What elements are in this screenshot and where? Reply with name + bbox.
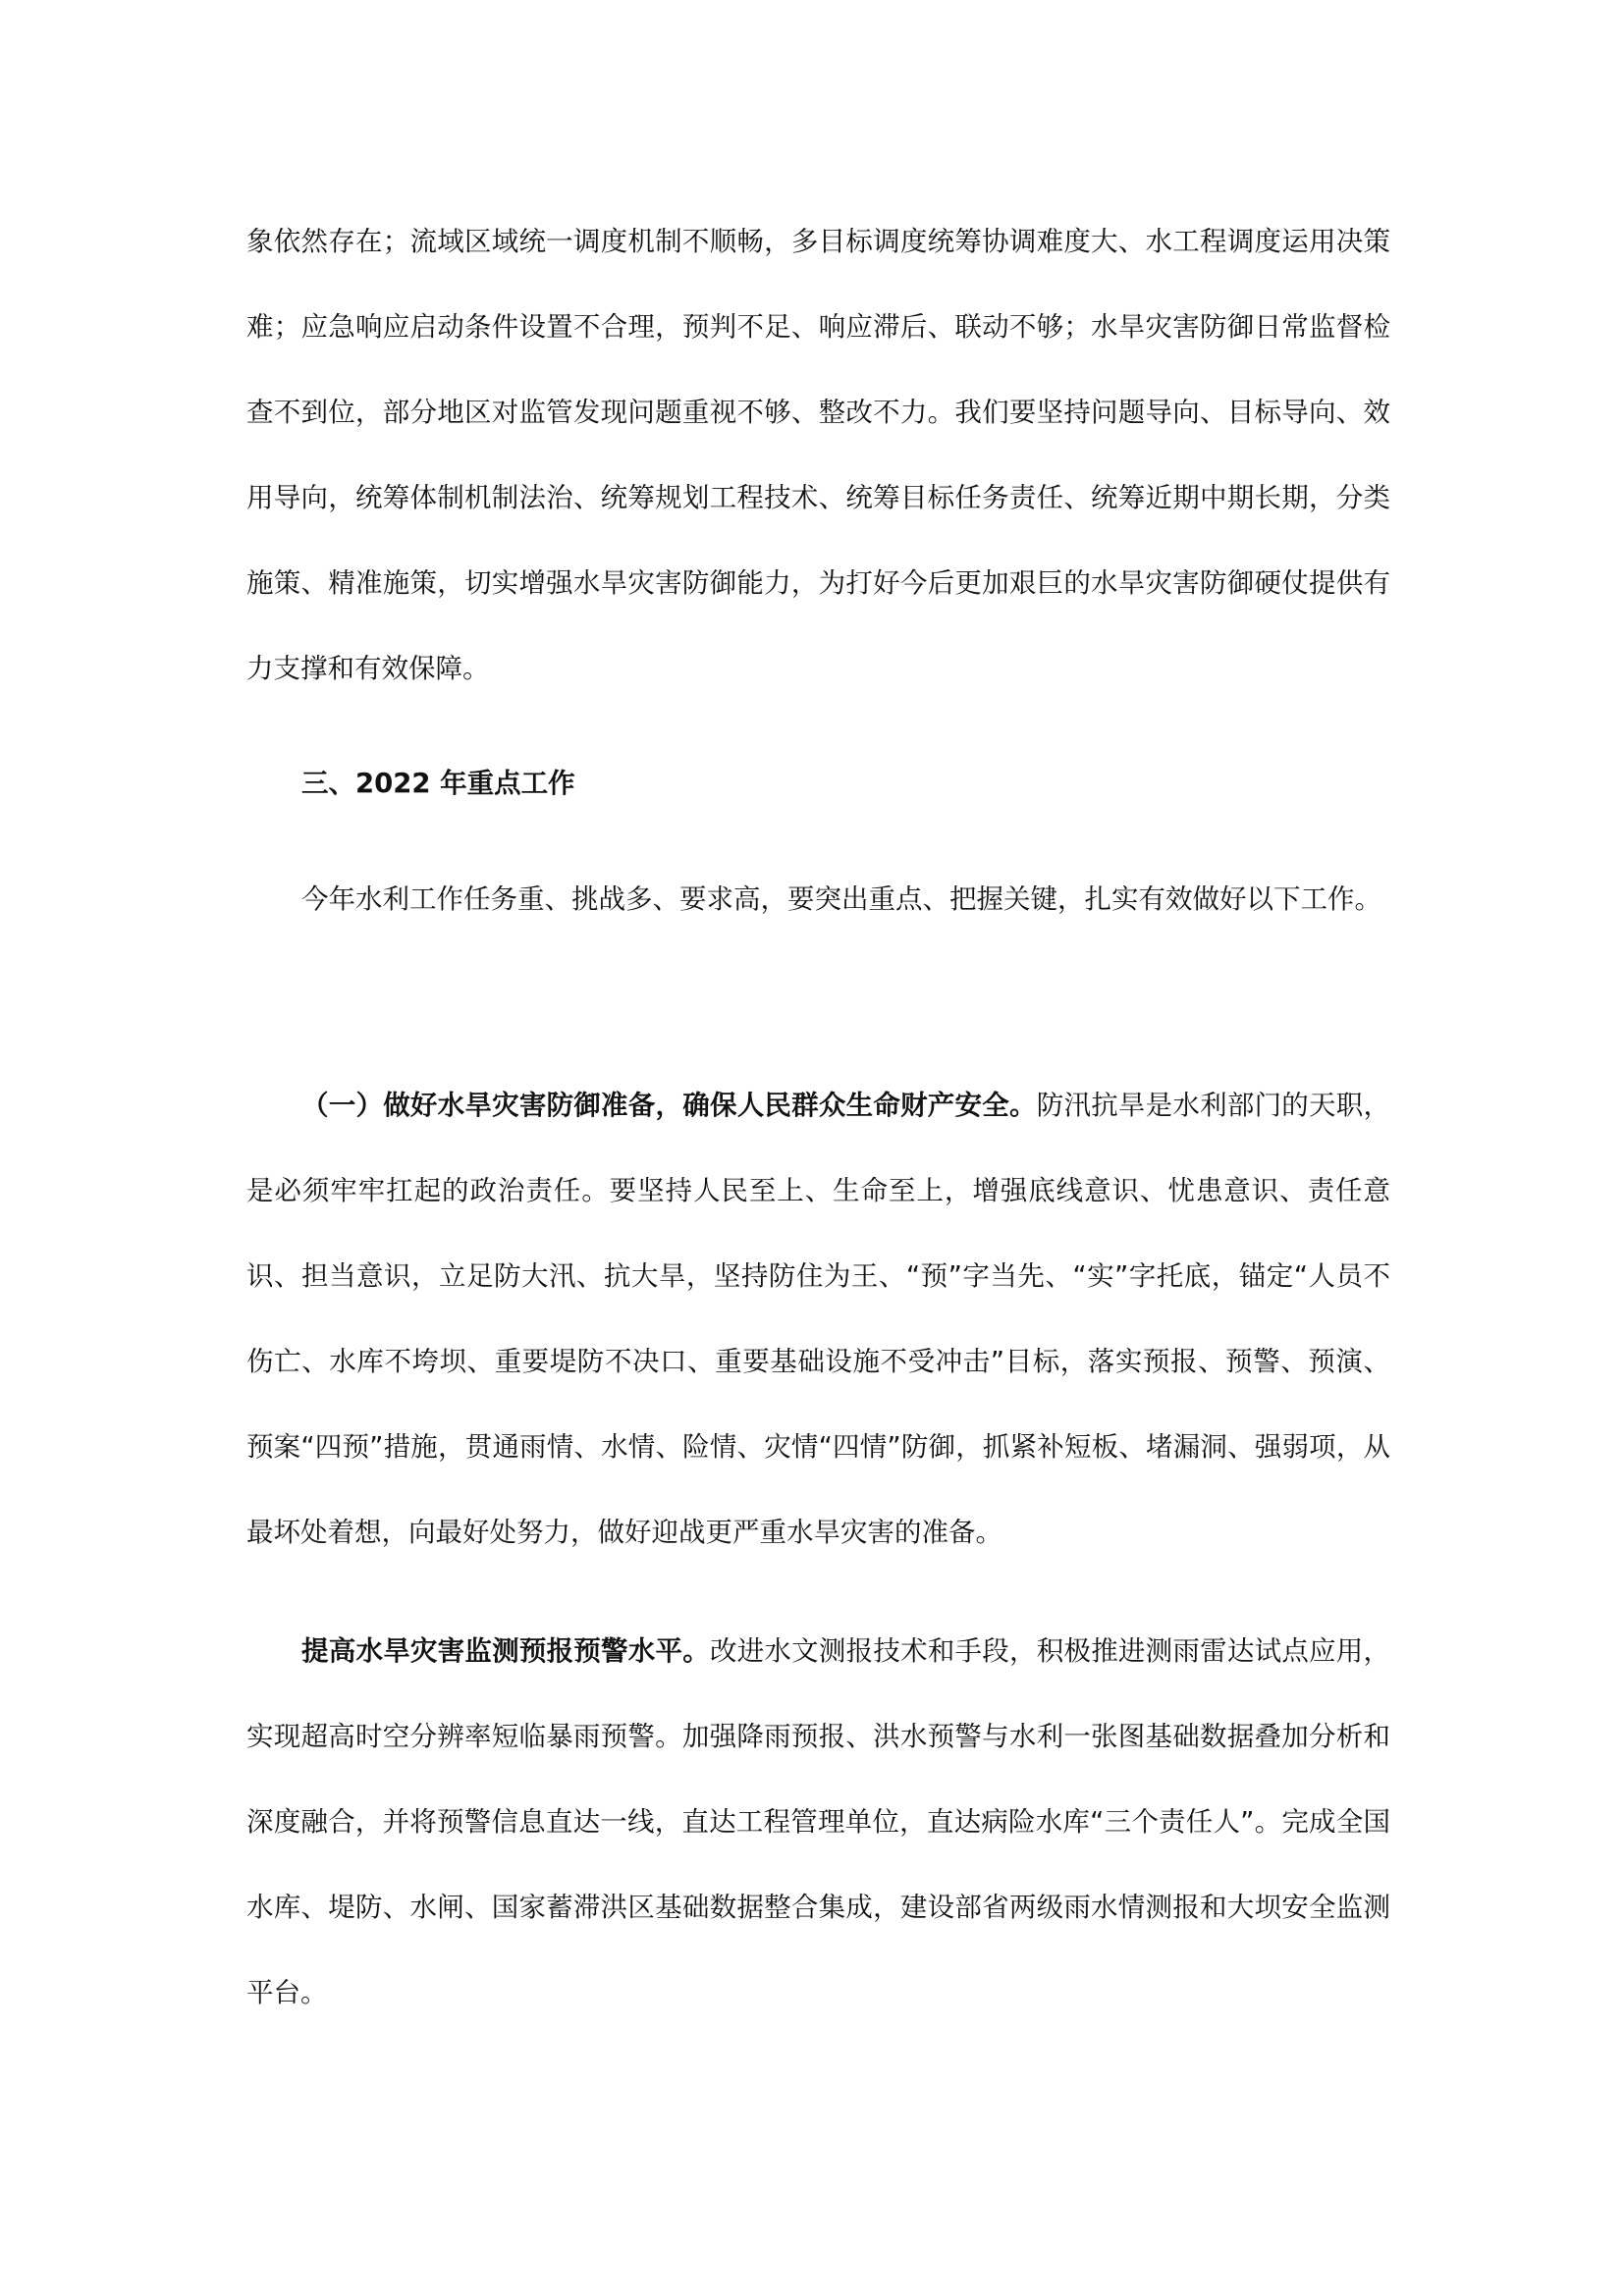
paragraph-continuation: 象依然存在；流域区域统一调度机制不顺畅，多目标调度统筹协调难度大、水工程调度运用决策难；应急响应启动条件设置不合理，预判不足、响应滞后、联动不够；水旱灾害防御日常监督检查不到位，部分地区对监管发现问题重视不够、整改不力。我们要坚持问题导向、目标导向、效用导向，统筹体制机制法治、统筹规划工程技术、统筹目标任务责任、统筹近期中期长期，分类施策、精准施策，切实增强水旱灾害防御能力，为打好今后更加艰巨的水旱灾害防御硬仗提供有力支撑和有效保障。 (246, 226, 1390, 684)
paragraph-body: 改进水文测报技术和手段，积极推进测雨雷达试点应用，实现超高时空分辨率短临暴雨预警。加强降雨预报、洪水预警与水利一张图基础数据叠加分析和深度融合，并将预警信息直达一线，直达工程管理单位，直达病险水库“三个责任人”。完成全国水库、堤防、水闸、国家蓄滞洪区基础数据整合集成，建设部省两级雨水情测报和大坝安全监测平台。 (246, 1635, 1391, 2008)
paragraph-intro: 今年水利工作任务重、挑战多、要求高，要突出重点、把握关键，扎实有效做好以下工作。 (301, 883, 1381, 915)
section-heading: 三、2022 年重点工作 (301, 768, 575, 799)
paragraph-lead-bold: （一）做好水旱灾害防御准备，确保人民群众生命财产安全。 (301, 1090, 1037, 1121)
paragraph-body: 防汛抗旱是水利部门的天职，是必须牢牢扛起的政治责任。要坚持人民至上、生命至上，增强底线意识、忧患意识、责任意识、担当意识，立足防大汛、抗大旱，坚持防住为王、“预”字当先、“实”字托底，锚定“人员不伤亡、水库不垮坝、重要堤防不决口、重要基础设施不受冲击”目标，落实预报、预警、预演、预案“四预”措施，贯通雨情、水情、险情、灾情“四情”防御，抓紧补短板、堵漏洞、强弱项，从最坏处着想，向最好处努力，做好迎战更严重水旱灾害的准备。 (246, 1090, 1391, 1548)
paragraph-lead-bold: 提高水旱灾害监测预报预警水平。 (301, 1635, 710, 1667)
paragraph-monitoring (246, 1609, 1390, 2036)
paragraph-flood-preparation (246, 1063, 1390, 1575)
